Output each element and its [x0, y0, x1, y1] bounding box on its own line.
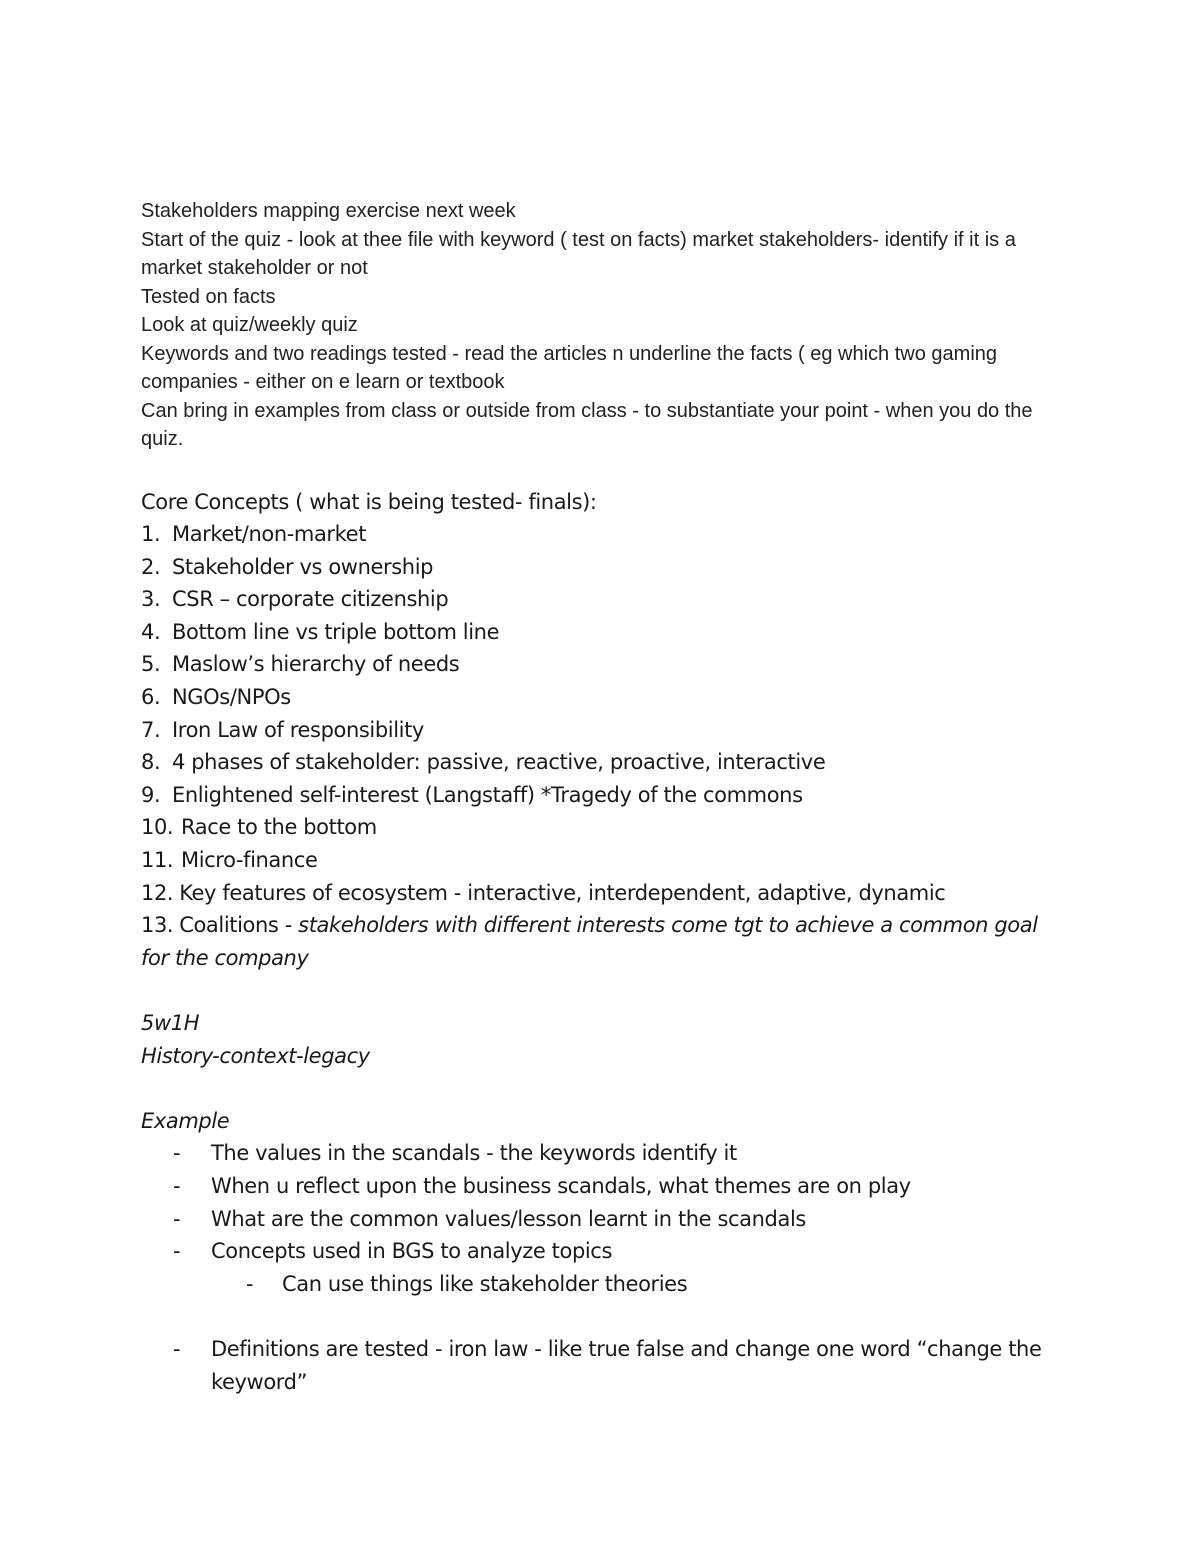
item-number: 10.	[141, 815, 174, 840]
core-concepts-heading: Core Concepts ( what is being tested- finals):	[141, 489, 597, 514]
section-spacer	[141, 454, 1061, 486]
item-text: 4 phases of stakeholder: passive, reactive, proactive, interactive	[172, 750, 826, 775]
item-text: Definitions are tested - iron law - like true false and change one word “change the keyword”	[211, 1336, 1042, 1394]
item-text-italic: stakeholders with different interests come tgt to achieve a common goal for the company	[141, 913, 1038, 970]
list-item	[141, 1333, 1061, 1398]
item-text: Bottom line vs triple bottom line	[172, 619, 500, 644]
item-text: Micro-finance	[181, 848, 318, 873]
item-text: CSR – corporate citizenship	[172, 587, 449, 612]
example-list	[141, 1137, 1061, 1398]
list-item	[141, 877, 1061, 910]
item-number: 12.	[141, 880, 174, 905]
list-item	[141, 1137, 1061, 1170]
list-item	[141, 1170, 1061, 1203]
item-number: 5.	[141, 652, 161, 677]
note-line: Look at quiz/weekly quiz	[141, 314, 358, 336]
framework-line: 5w1H	[141, 1011, 200, 1035]
list-item	[141, 1203, 1061, 1236]
dash-bullet: -	[173, 1206, 181, 1231]
list-item	[141, 616, 1061, 649]
note-line: Keywords and two readings tested - read the articles n underline the facts ( eg which two gaming companies - either on e learn or textbook	[141, 342, 998, 393]
list-item	[141, 583, 1061, 616]
item-number: 9.	[141, 782, 161, 807]
note-line: Tested on facts	[141, 285, 276, 308]
core-concepts-section	[141, 486, 1061, 1399]
example-heading: Example	[141, 1108, 230, 1133]
item-text: Race to the bottom	[181, 815, 377, 840]
item-number: 13.	[141, 913, 174, 938]
dash-bullet: -	[173, 1141, 181, 1166]
list-item	[141, 844, 1061, 877]
item-text: Iron Law of responsibility	[172, 717, 424, 742]
list-item	[141, 648, 1061, 681]
item-text: NGOs/NPOs	[172, 685, 291, 710]
note-line: Start of the quiz - look at thee file with keyword ( test on facts) market stakeholders- identify if it is a market stakeholder or not	[141, 228, 1016, 279]
list-item	[141, 681, 1061, 714]
list-item	[141, 714, 1061, 747]
item-number: 8.	[141, 750, 161, 775]
list-item	[141, 779, 1061, 812]
section-spacer	[141, 1072, 1061, 1105]
core-concepts-list	[141, 518, 1061, 974]
item-number: 6.	[141, 685, 161, 710]
section-spacer	[141, 974, 1061, 1007]
document-page	[141, 197, 1061, 1398]
item-text: What are the common values/lesson learnt in the scandals	[211, 1206, 806, 1231]
blank-line	[141, 1300, 1061, 1333]
note-line: Can bring in examples from class or outside from class - to substantiate your point - when you do the quiz.	[141, 399, 1033, 450]
item-text: When u reflect upon the business scandals, what themes are on play	[211, 1173, 911, 1198]
lecture-notes	[141, 197, 1061, 454]
item-text: Can use things like stakeholder theories	[282, 1271, 688, 1296]
sub-list-item	[141, 1268, 1061, 1301]
item-number: 1.	[141, 522, 161, 547]
dash-bullet: -	[173, 1173, 181, 1198]
item-text: Concepts used in BGS to analyze topics	[211, 1239, 612, 1264]
item-text: The values in the scandals - the keywords identify it	[211, 1141, 737, 1166]
item-number: 3.	[141, 587, 161, 612]
item-number: 2.	[141, 554, 161, 579]
framework-line: History-context-legacy	[141, 1043, 370, 1068]
dash-bullet: -	[173, 1336, 181, 1361]
dash-bullet: -	[246, 1271, 254, 1296]
item-text: Enlightened self-interest (Langstaff) *Tragedy of the commons	[172, 782, 803, 807]
item-text: Stakeholder vs ownership	[172, 554, 434, 579]
item-number: 4.	[141, 619, 161, 644]
item-text: Coalitions -	[179, 913, 299, 938]
item-text: Market/non-market	[172, 522, 367, 547]
list-item	[141, 1235, 1061, 1268]
item-text: Key features of ecosystem - interactive, interdependent, adaptive, dynamic	[179, 880, 946, 905]
dash-bullet: -	[173, 1239, 181, 1264]
note-line: Stakeholders mapping exercise next week	[141, 200, 516, 222]
list-item	[141, 909, 1061, 974]
item-number: 11.	[141, 848, 174, 873]
list-item	[141, 746, 1061, 779]
item-number: 7.	[141, 717, 161, 742]
item-text: Maslow’s hierarchy of needs	[172, 652, 460, 677]
list-item	[141, 518, 1061, 551]
list-item	[141, 551, 1061, 584]
list-item	[141, 811, 1061, 844]
